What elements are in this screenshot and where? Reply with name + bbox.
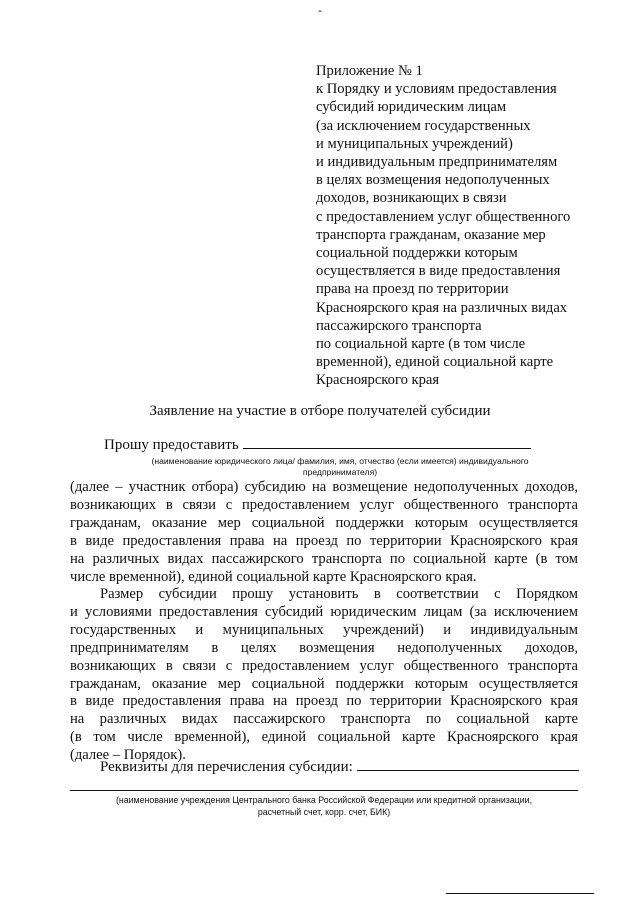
text-line: (далее – участник отбора) субсидию на возмещение недополученных доходов, [70, 479, 578, 495]
text-line: в виде предоставления права на проезд по территории Красноярского края [70, 532, 578, 549]
text-line: государственных и муниципальных учреждений) и индивидуальным [70, 621, 578, 638]
appendix-line: пассажирского транспорта [316, 317, 482, 334]
appendix-line: Красноярского края [316, 372, 440, 389]
bottom-divider [446, 893, 594, 894]
text-line: на различных видах пассажирского транспорта по социальной карте (в том [70, 550, 578, 567]
appendix-line: транспорта гражданам, оказание мер [316, 226, 546, 243]
requisites-caption [70, 794, 578, 818]
paragraph-amount [70, 586, 578, 765]
request-line [104, 436, 531, 454]
text-line: предпринимателям в целях возмещения недополученных доходов, [70, 639, 578, 656]
caption-line: (наименование юридического лица/ фамилия, имя, отчество (если имеется) индивидуального [151, 456, 529, 466]
applicant-name-field[interactable] [243, 436, 531, 449]
caption-line: расчетный счет, корр. счет, БИК) [257, 807, 391, 817]
caption-line: предпринимателя) [302, 466, 378, 477]
text-line: гражданам, оказание мер социальной поддержки которым осуществляется [70, 514, 578, 531]
request-label: Прошу предоставить [104, 437, 239, 453]
appendix-line: доходов, возникающих в связи [316, 190, 507, 207]
caption-line: (наименование учреждения Центрального банка Российской Федерации или кредитной организации, [115, 795, 533, 805]
appendix-line: Красноярского края на различных видах [316, 299, 568, 316]
text-line: числе временной), единой социальной карте Красноярского края. [70, 568, 477, 585]
text-line: возникающих в связи с предоставлением услуг общественного транспорта [70, 657, 578, 674]
page-top-mark: - [318, 3, 322, 17]
appendix-line: временной), единой социальной карте [316, 354, 554, 371]
paragraph-purpose [70, 479, 578, 586]
appendix-line: и муниципальных учреждений) [316, 135, 513, 152]
appendix-line: Приложение № 1 [316, 63, 423, 79]
appendix-header [316, 62, 616, 390]
text-line: возникающих в связи с предоставлением услуг общественного транспорта [70, 496, 578, 513]
text-line: в виде предоставления права на проезд по территории Красноярского края [70, 693, 578, 710]
text-line: (далее – Порядок). [70, 747, 186, 764]
text-line: и условиями предоставления субсидий юридическим лицам (за исключением [70, 603, 578, 620]
appendix-line: к Порядку и условиям предоставления [316, 81, 557, 98]
appendix-line: осуществляется в виде предоставления [316, 263, 561, 280]
appendix-line: и индивидуальным предпринимателям [316, 154, 558, 171]
text-line: гражданам, оказание мер социальной поддержки которым осуществляется [70, 675, 578, 692]
document-title: Заявление на участие в отборе получателей субсидии [149, 403, 491, 419]
requisites-label: Реквизиты для перечисления субсидии: [100, 759, 353, 775]
requisites-field[interactable] [357, 758, 579, 771]
text-line: на различных видах пассажирского транспорта по социальной карте [70, 711, 578, 728]
appendix-line: с предоставлением услуг общественного [316, 208, 571, 225]
text-line: (в том числе временной), единой социальной карте Красноярского края [70, 729, 578, 746]
requisites-line [100, 758, 579, 776]
appendix-line: права на проезд по территории [316, 281, 509, 298]
appendix-line: по социальной карте (в том числе [316, 336, 526, 353]
appendix-line: социальной поддержки которым [316, 245, 518, 262]
requisites-full-field[interactable] [70, 790, 578, 791]
appendix-line: субсидий юридическим лицам [316, 99, 507, 116]
text-line: Размер субсидии прошу установить в соответствии с Порядком [100, 586, 578, 602]
appendix-line: (за исключением государственных [316, 117, 531, 134]
appendix-line: в целях возмещения недополученных [316, 172, 550, 189]
applicant-name-caption [110, 456, 570, 477]
